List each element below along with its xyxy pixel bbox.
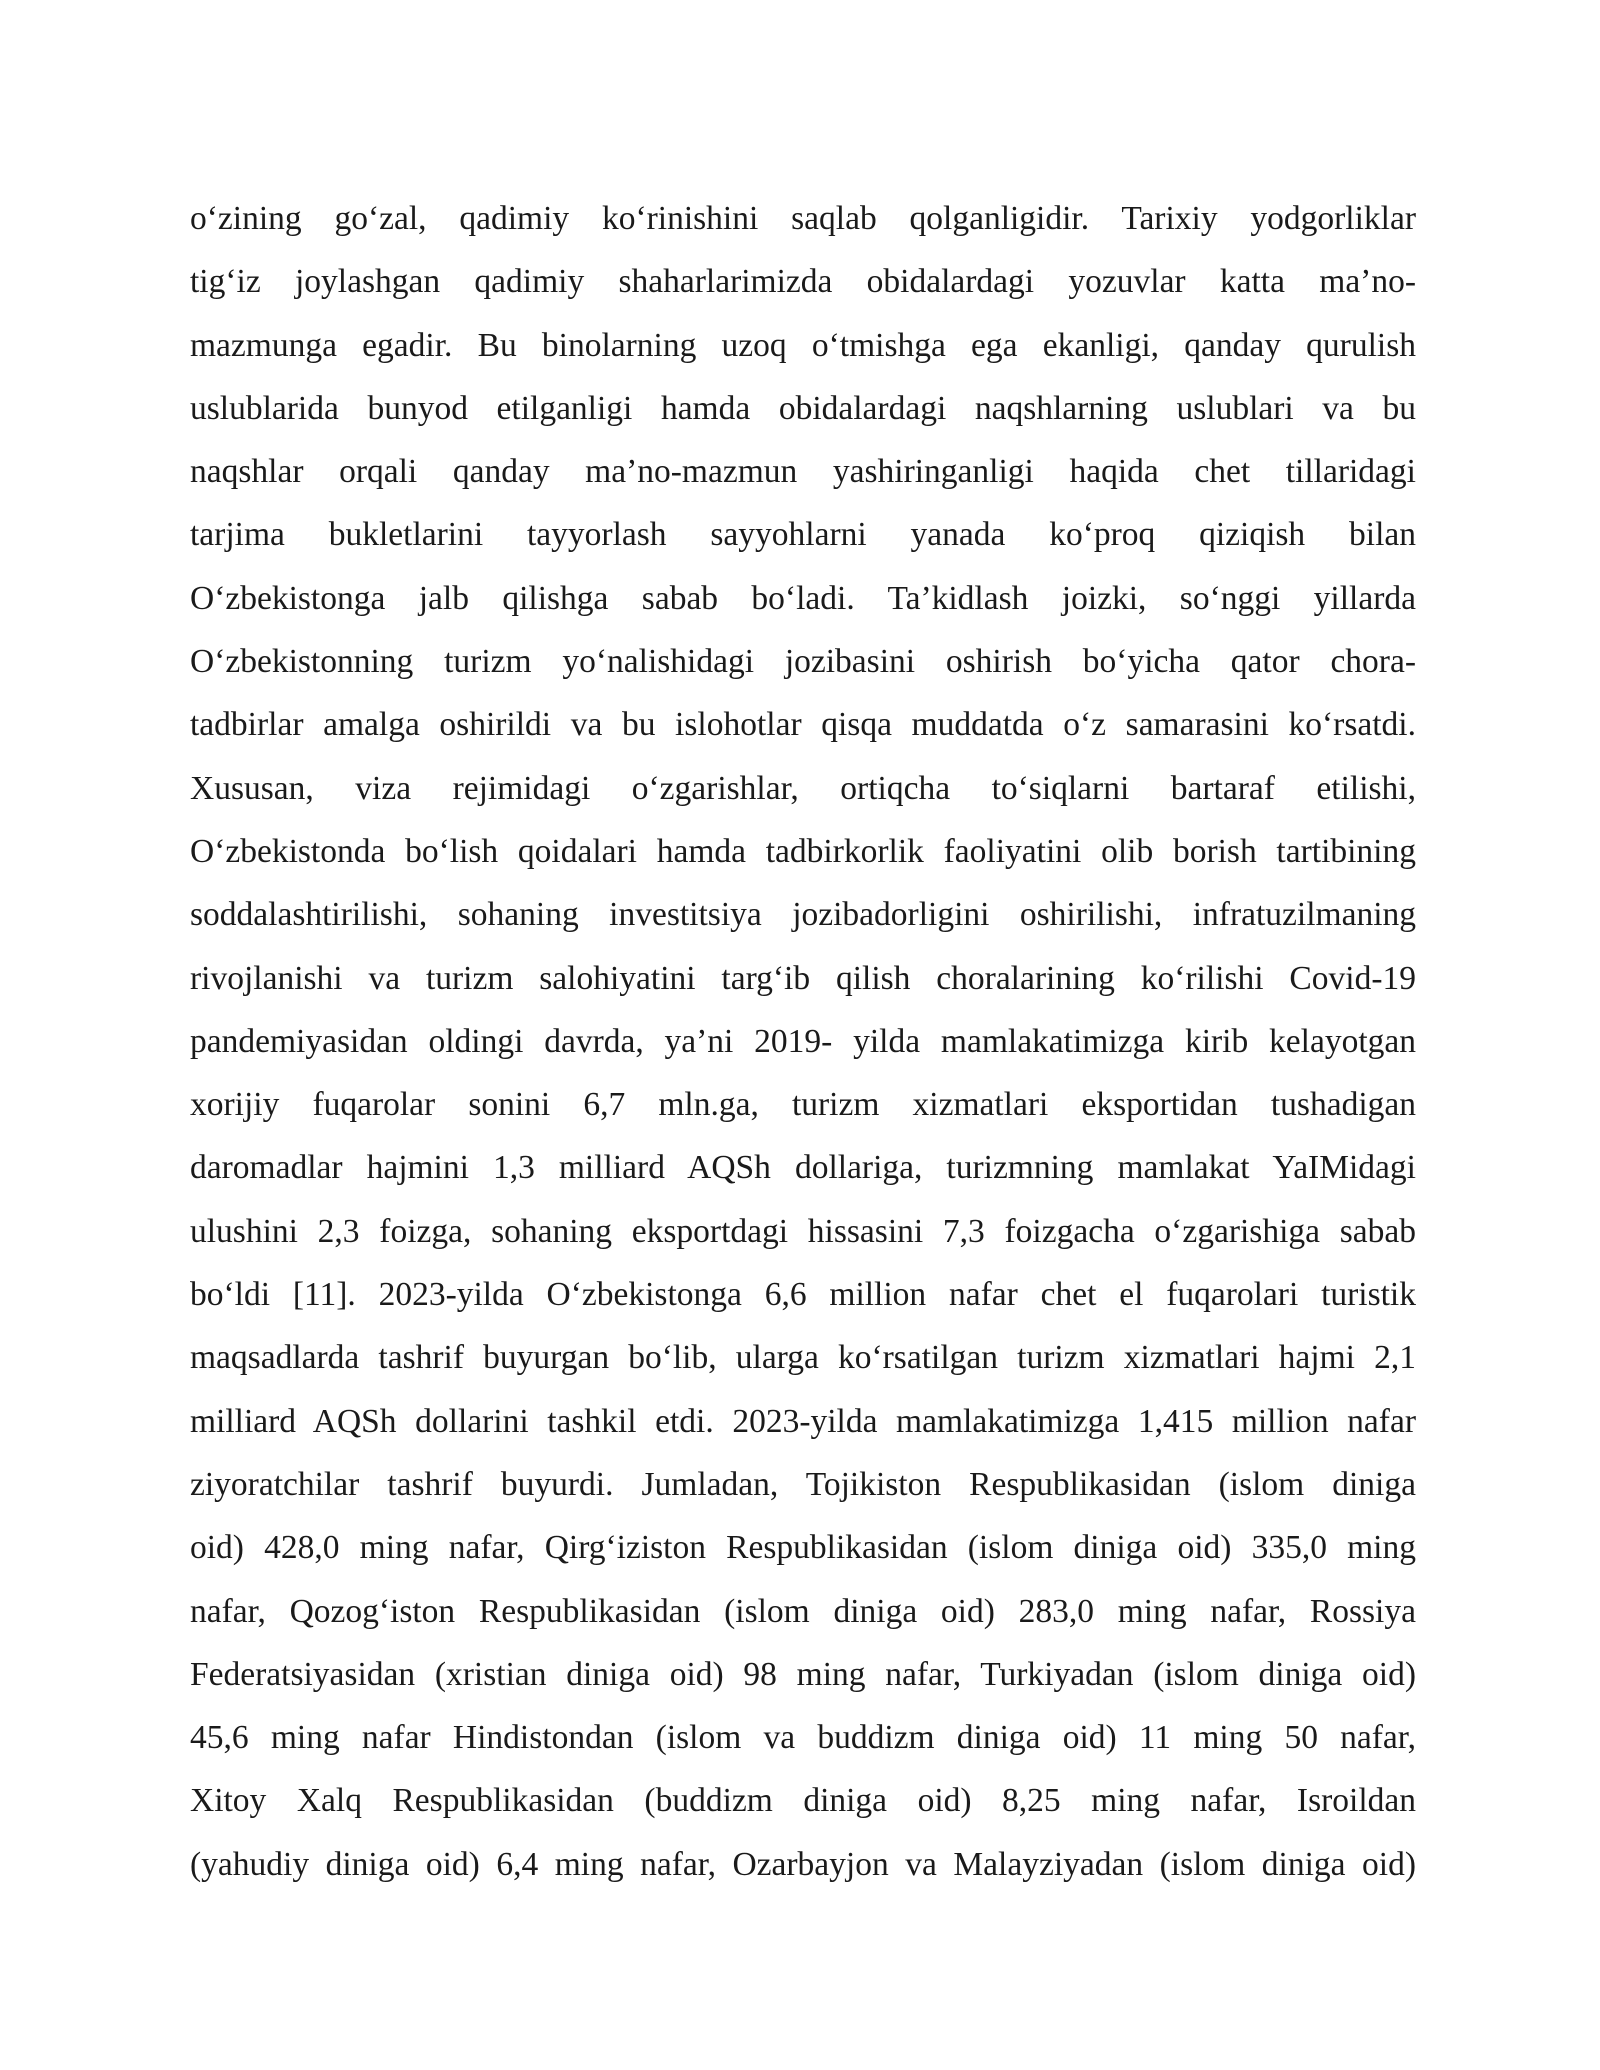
text-line: ziyoratchilar tashrif buyurdi. Jumladan, Tojikiston Respublikasidan (islom diniga	[190, 1465, 1416, 1503]
text-line: Federatsiyasidan (xristian diniga oid) 98 ming nafar, Turkiyadan (islom diniga oid)	[190, 1655, 1416, 1693]
text-line: nafar, Qozog‘iston Respublikasidan (islom diniga oid) 283,0 ming nafar, Rossiya	[190, 1592, 1416, 1630]
text-line: ulushini 2,3 foizga, sohaning eksportdagi hissasini 7,3 foizgacha o‘zgarishiga sabab	[190, 1212, 1416, 1250]
text-line: maqsadlarda tashrif buyurgan bo‘lib, ularga ko‘rsatilgan turizm xizmatlari hajmi 2,1	[190, 1339, 1416, 1377]
text-line: bo‘ldi [11]. 2023-yilda O‘zbekistonga 6,6 million nafar chet el fuqarolari turistik	[190, 1276, 1416, 1314]
text-line: xorijiy fuqarolar sonini 6,7 mln.ga, turizm xizmatlari eksportidan tushadigan	[190, 1086, 1416, 1124]
text-line: tig‘iz joylashgan qadimiy shaharlarimizda obidalardagi yozuvlar katta ma’no-	[190, 263, 1416, 301]
text-line: pandemiyasidan oldingi davrda, ya’ni 2019- yilda mamlakatimizga kirib kelayotgan	[190, 1022, 1416, 1060]
text-line: mazmunga egadir. Bu binolarning uzoq o‘tmishga ega ekanligi, qanday qurulish	[190, 326, 1416, 364]
text-line: Xususan, viza rejimidagi o‘zgarishlar, ortiqcha to‘siqlarni bartaraf etilishi,	[190, 769, 1416, 807]
text-line: o‘zining go‘zal, qadimiy ko‘rinishini saqlab qolganligidir. Tarixiy yodgorliklar	[190, 200, 1416, 237]
text-line: 45,6 ming nafar Hindistondan (islom va buddizm diniga oid) 11 ming 50 nafar,	[190, 1719, 1416, 1757]
text-line: O‘zbekistonga jalb qilishga sabab bo‘ladi. Ta’kidlash joizki, so‘nggi yillarda	[190, 579, 1416, 617]
text-line: soddalashtirilishi, sohaning investitsiya jozibadorligini oshirilishi, infratuzilmaning	[190, 896, 1416, 934]
text-line: O‘zbekistonning turizm yo‘nalishidagi jozibasini oshirish bo‘yicha qator chora-	[190, 643, 1416, 681]
text-line: oid) 428,0 ming nafar, Qirg‘iziston Respublikasidan (islom diniga oid) 335,0 ming	[190, 1529, 1416, 1567]
text-line: tarjima bukletlarini tayyorlash sayyohlarni yanada ko‘proq qiziqish bilan	[190, 516, 1416, 554]
text-line: milliard AQSh dollarini tashkil etdi. 2023-yilda mamlakatimizga 1,415 million nafar	[190, 1402, 1416, 1440]
text-line: rivojlanishi va turizm salohiyatini targ‘ib qilish choralarining ko‘rilishi Covid-19	[190, 959, 1416, 997]
text-line: naqshlar orqali qanday ma’no-mazmun yashiringanligi haqida chet tillaridagi	[190, 453, 1416, 491]
text-line: daromadlar hajmini 1,3 milliard AQSh dollariga, turizmning mamlakat YaIMidagi	[190, 1149, 1416, 1187]
text-line: Xitoy Xalq Respublikasidan (buddizm diniga oid) 8,25 ming nafar, Isroildan	[190, 1782, 1416, 1820]
body-paragraph	[190, 187, 1416, 1896]
text-line: tadbirlar amalga oshirildi va bu islohotlar qisqa muddatda o‘z samarasini ko‘rsatdi.	[190, 706, 1416, 744]
text-line: uslublarida bunyod etilganligi hamda obidalardagi naqshlarning uslublari va bu	[190, 389, 1416, 427]
text-line: (yahudiy diniga oid) 6,4 ming nafar, Ozarbayjon va Malayziyadan (islom diniga oid)	[190, 1845, 1416, 1883]
text-line: O‘zbekistonda bo‘lish qoidalari hamda tadbirkorlik faoliyatini olib borish tartibining	[190, 832, 1416, 870]
